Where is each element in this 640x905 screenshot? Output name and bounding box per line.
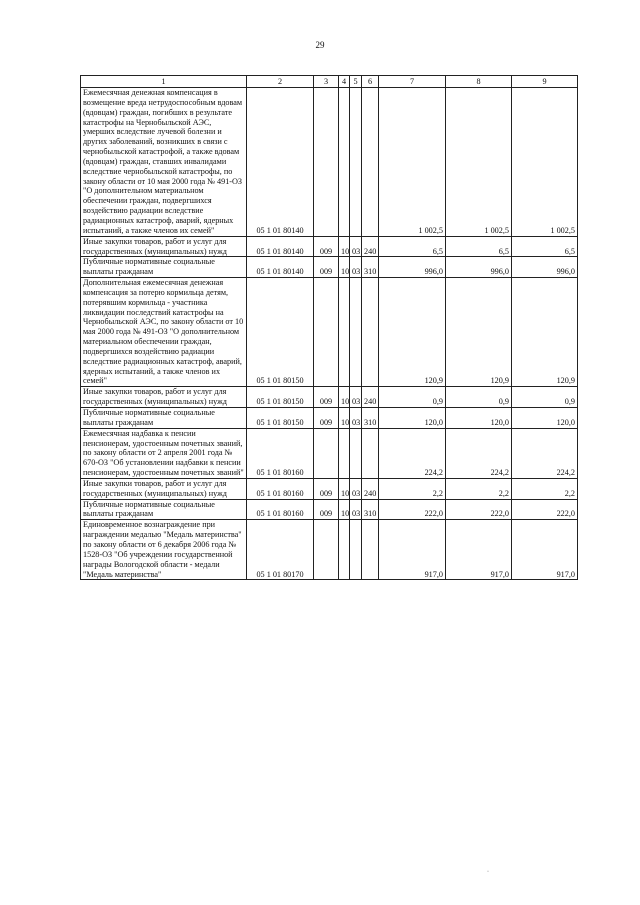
table-row [81, 408, 578, 429]
column-header: 8 [446, 76, 512, 88]
column-header: 5 [350, 76, 362, 88]
cell-expense-type: 240 [362, 387, 379, 408]
cell-amount-3: 996,0 [512, 257, 578, 278]
cell-name: Публичные нормативные социальные выплаты гражданам [81, 408, 247, 429]
table-row [81, 278, 578, 387]
cell-amount-3: 6,5 [512, 236, 578, 257]
cell-amount-3: 2,2 [512, 478, 578, 499]
cell-amount-1: 224,2 [379, 428, 446, 478]
cell-amount-1: 6,5 [379, 236, 446, 257]
cell-name: Единовременное вознаграждение при награждении медалью "Медаль материнства" по закону области от 6 декабря 2006 года № 1528-ОЗ "Об учреждении государственной награды Вологодской области - медали "Медаль материнства" [81, 520, 247, 580]
cell-expense-type: 240 [362, 478, 379, 499]
column-header: 9 [512, 76, 578, 88]
column-header: 3 [314, 76, 339, 88]
cell-expense-type: 310 [362, 499, 379, 520]
cell-name: Дополнительная ежемесячная денежная компенсация за потерю кормильца детям, потерявшим кормильца - участника ликвидации последствий катастрофы на Чернобыльской АЭС, по закону области от 10 мая 2000 года № 491-ОЗ "О дополнительном материальном обеспечении граждан, подвергшихся воздействию радиации вследствие радиационных катастроф, аварий, ядерных испытаний, а также членов их семей" [81, 278, 247, 387]
cell-section: 10 [339, 499, 350, 520]
cell-ministry-code: 009 [314, 408, 339, 429]
table-row [81, 520, 578, 580]
cell-amount-2: 2,2 [446, 478, 512, 499]
cell-ministry-code: 009 [314, 478, 339, 499]
cell-amount-1: 120,9 [379, 278, 446, 387]
table-body [81, 88, 578, 580]
cell-amount-1: 1 002,5 [379, 88, 446, 237]
cell-section: 10 [339, 408, 350, 429]
cell-subsection: 03 [350, 257, 362, 278]
table-row [81, 88, 578, 237]
cell-expense-type [362, 278, 379, 387]
budget-table [80, 75, 578, 580]
cell-subsection: 03 [350, 499, 362, 520]
cell-target-code: 05 1 01 80140 [247, 236, 314, 257]
cell-amount-3: 917,0 [512, 520, 578, 580]
cell-amount-3: 120,0 [512, 408, 578, 429]
cell-amount-3: 222,0 [512, 499, 578, 520]
column-header: 2 [247, 76, 314, 88]
cell-target-code: 05 1 01 80140 [247, 88, 314, 237]
cell-amount-2: 0,9 [446, 387, 512, 408]
cell-section [339, 428, 350, 478]
column-header: 7 [379, 76, 446, 88]
cell-target-code: 05 1 01 80150 [247, 408, 314, 429]
cell-section: 10 [339, 236, 350, 257]
cell-amount-1: 120,0 [379, 408, 446, 429]
cell-amount-2: 917,0 [446, 520, 512, 580]
header-row [81, 76, 578, 88]
cell-amount-2: 224,2 [446, 428, 512, 478]
cell-expense-type: 310 [362, 257, 379, 278]
cell-ministry-code: 009 [314, 236, 339, 257]
cell-ministry-code [314, 278, 339, 387]
cell-expense-type: 310 [362, 408, 379, 429]
cell-ministry-code [314, 428, 339, 478]
cell-amount-1: 996,0 [379, 257, 446, 278]
page-number: 29 [315, 40, 325, 50]
cell-section [339, 278, 350, 387]
table-row [81, 236, 578, 257]
cell-amount-2: 996,0 [446, 257, 512, 278]
cell-target-code: 05 1 01 80150 [247, 387, 314, 408]
cell-target-code: 05 1 01 80140 [247, 257, 314, 278]
cell-expense-type: 240 [362, 236, 379, 257]
cell-amount-2: 120,9 [446, 278, 512, 387]
cell-amount-2: 1 002,5 [446, 88, 512, 237]
cell-expense-type [362, 428, 379, 478]
cell-amount-1: 0,9 [379, 387, 446, 408]
cell-ministry-code [314, 88, 339, 237]
table-row [81, 478, 578, 499]
scan-speck: · [487, 869, 489, 875]
cell-name: Ежемесячная денежная компенсация в возмещение вреда нетрудоспособным вдовам (вдовцам) граждан, погибших в результате катастрофы на Чернобыльской АЭС, умерших вследствие лучевой болезни и других заболеваний, возникших в связи с чернобыльской катастрофой, а также вдовам (вдовцам) граждан, ставших инвалидами вследствие чернобыльской катастрофы, по закону области от 10 мая 2000 года № 491-ОЗ "О дополнительном материальном обеспечении граждан, подвергшихся воздействию радиации вследствие радиационных катастроф, аварий, ядерных испытаний, а также членов их семей" [81, 88, 247, 237]
cell-section: 10 [339, 478, 350, 499]
cell-amount-1: 917,0 [379, 520, 446, 580]
cell-name: Публичные нормативные социальные выплаты гражданам [81, 499, 247, 520]
cell-amount-2: 222,0 [446, 499, 512, 520]
cell-expense-type [362, 520, 379, 580]
cell-amount-3: 0,9 [512, 387, 578, 408]
cell-target-code: 05 1 01 80160 [247, 428, 314, 478]
cell-subsection: 03 [350, 387, 362, 408]
cell-section: 10 [339, 387, 350, 408]
cell-target-code: 05 1 01 80160 [247, 478, 314, 499]
cell-subsection [350, 520, 362, 580]
cell-section: 10 [339, 257, 350, 278]
table-row [81, 499, 578, 520]
cell-amount-3: 1 002,5 [512, 88, 578, 237]
cell-ministry-code: 009 [314, 257, 339, 278]
cell-subsection [350, 428, 362, 478]
table-row [81, 257, 578, 278]
column-header: 1 [81, 76, 247, 88]
column-header: 6 [362, 76, 379, 88]
cell-name: Ежемесячная надбавка к пенсии пенсионерам, удостоенным почетных званий, по закону области от 2 апреля 2001 года № 670-ОЗ "Об установлении надбавки к пенсии пенсионерам, удостоенным почетных званий" [81, 428, 247, 478]
cell-expense-type [362, 88, 379, 237]
cell-subsection: 03 [350, 408, 362, 429]
cell-name: Иные закупки товаров, работ и услуг для государственных (муниципальных) нужд [81, 387, 247, 408]
cell-section [339, 88, 350, 237]
cell-subsection [350, 88, 362, 237]
table-row [81, 428, 578, 478]
cell-target-code: 05 1 01 80170 [247, 520, 314, 580]
cell-name: Публичные нормативные социальные выплаты гражданам [81, 257, 247, 278]
cell-section [339, 520, 350, 580]
cell-name: Иные закупки товаров, работ и услуг для государственных (муниципальных) нужд [81, 478, 247, 499]
column-header: 4 [339, 76, 350, 88]
cell-amount-3: 120,9 [512, 278, 578, 387]
cell-amount-1: 2,2 [379, 478, 446, 499]
cell-subsection [350, 278, 362, 387]
cell-amount-1: 222,0 [379, 499, 446, 520]
cell-amount-3: 224,2 [512, 428, 578, 478]
cell-ministry-code: 009 [314, 387, 339, 408]
cell-amount-2: 120,0 [446, 408, 512, 429]
cell-ministry-code: 009 [314, 499, 339, 520]
cell-ministry-code [314, 520, 339, 580]
cell-subsection: 03 [350, 236, 362, 257]
table-row [81, 387, 578, 408]
cell-amount-2: 6,5 [446, 236, 512, 257]
cell-subsection: 03 [350, 478, 362, 499]
cell-name: Иные закупки товаров, работ и услуг для государственных (муниципальных) нужд [81, 236, 247, 257]
cell-target-code: 05 1 01 80160 [247, 499, 314, 520]
cell-target-code: 05 1 01 80150 [247, 278, 314, 387]
